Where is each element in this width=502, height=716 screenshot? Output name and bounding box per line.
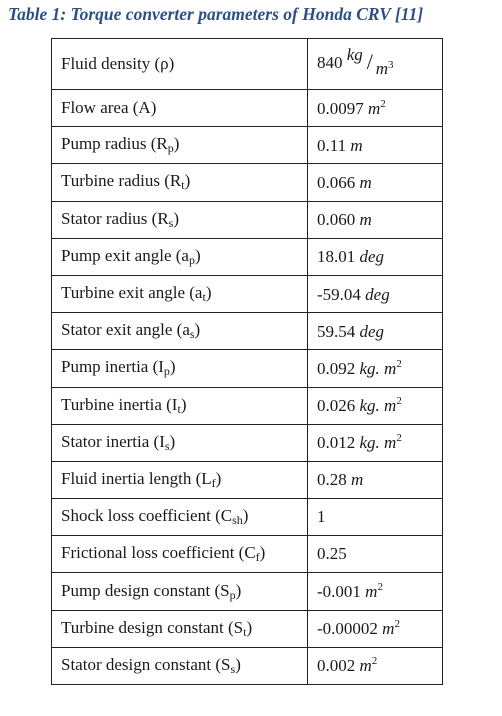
- table-row: [52, 39, 443, 90]
- parameter-name: Flow area (A): [52, 90, 308, 127]
- parameter-value: 0.0097 $m^2$: [308, 90, 443, 127]
- table-row: [52, 201, 443, 238]
- parameter-value: 0.092 kg. $m^2$: [308, 350, 443, 387]
- table-caption: Table 1: Torque converter parameters of Honda CRV [11]: [8, 4, 424, 24]
- table-row: [52, 461, 443, 498]
- table-row: [52, 90, 443, 127]
- parameter-name: Fluid inertia length $(L_f)$: [52, 461, 308, 498]
- parameter-name: Fluid density (ρ): [52, 39, 308, 90]
- parameter-name: Turbine exit angle $(a_t)$: [52, 275, 308, 312]
- parameter-name: Stator exit angle $(a_s)$: [52, 313, 308, 350]
- parameter-name: Stator radius $(R_s)$: [52, 201, 308, 238]
- table-row: [52, 164, 443, 201]
- parameters-table: [51, 38, 443, 685]
- parameter-value: -59.04 deg: [308, 275, 443, 312]
- table-row: [52, 536, 443, 573]
- parameter-name: Pump design constant $(S_p)$: [52, 573, 308, 610]
- table-row: [52, 424, 443, 461]
- table-row: [52, 350, 443, 387]
- parameter-name: Stator inertia $(I_s)$: [52, 424, 308, 461]
- parameter-value: 0.026 kg. $m^2$: [308, 387, 443, 424]
- parameter-value: 0.066 m: [308, 164, 443, 201]
- table-row: [52, 127, 443, 164]
- parameter-value: 18.01 deg: [308, 238, 443, 275]
- parameter-value: -0.001 $m^2$: [308, 573, 443, 610]
- parameter-value: 0.060 m: [308, 201, 443, 238]
- parameter-name: Turbine inertia $(I_t)$: [52, 387, 308, 424]
- parameter-value: 0.012 kg. $m^2$: [308, 424, 443, 461]
- table-row: [52, 313, 443, 350]
- parameter-value: 0.28 m: [308, 461, 443, 498]
- parameter-name: Turbine radius $(R_t)$: [52, 164, 308, 201]
- parameter-name: Stator design constant $(S_s)$: [52, 647, 308, 684]
- table-row: [52, 387, 443, 424]
- parameter-name: Pump radius $(R_p)$: [52, 127, 308, 164]
- parameter-value: 0.25: [308, 536, 443, 573]
- parameter-value: 1: [308, 499, 443, 536]
- table-row: [52, 275, 443, 312]
- parameter-value: 0.11 m: [308, 127, 443, 164]
- parameter-name: Turbine design constant $(S_t)$: [52, 610, 308, 647]
- parameter-value: 0.002 $m^2$: [308, 647, 443, 684]
- density-unit: kg / $m^3$: [346, 45, 394, 78]
- table-row: [52, 238, 443, 275]
- table-row: [52, 610, 443, 647]
- parameter-value: -0.00002 $m^2$: [308, 610, 443, 647]
- parameter-name: Pump inertia $(I_p)$: [52, 350, 308, 387]
- table-row: [52, 647, 443, 684]
- parameter-name: Pump exit angle $(a_p)$: [52, 238, 308, 275]
- table-row: [52, 573, 443, 610]
- table-row: [52, 499, 443, 536]
- parameter-value: 59.54 deg: [308, 313, 443, 350]
- parameter-value: 840 kg / $m^3$: [308, 39, 443, 90]
- parameter-name: Frictional loss coefficient $(C_f)$: [52, 536, 308, 573]
- parameter-name: Shock loss coefficient $(C_{sh})$: [52, 499, 308, 536]
